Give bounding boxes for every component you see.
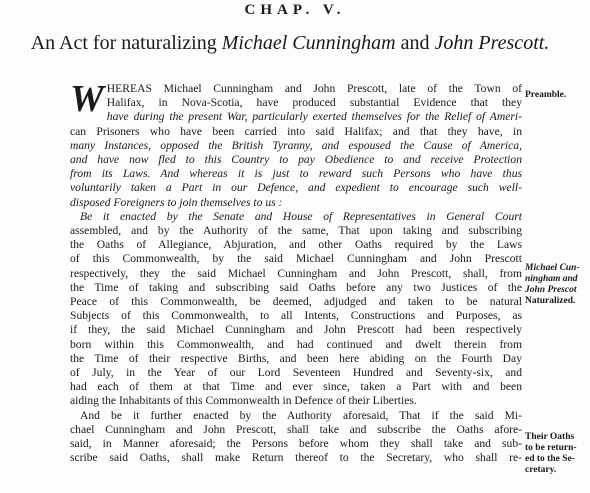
preamble-paragraph [70, 78, 522, 210]
text-line: from its Laws. And whereas it is just to reward such Persons who have thus [70, 167, 522, 181]
text-line: the Oaths of Allegiance, Abjuration, and other Oaths required by the Laws [70, 238, 522, 252]
text-line: scribe said Oaths, shall make Return thereof to the Secretary, who shall re- [70, 451, 522, 465]
text-line: if they, the said Michael Cunningham and John Prescott had been respectively [70, 323, 522, 337]
text-line: assembled, and by the Authority of the same, That upon taking and subscribing [70, 224, 522, 238]
text-line: And be it further enacted by the Authority aforesaid, That if the said Mi- [80, 408, 522, 422]
text-line: the Time of taking and subscribing said Oaths before any two Justices of the [70, 280, 522, 294]
text-line: the Time of their respective Births, and been here abiding on the Fourth Day [70, 351, 522, 365]
title-prefix: An Act for naturalizing [30, 32, 222, 54]
text-line: HEREAS Michael Cunningham and John Prescott, late of the Town of [106, 82, 522, 95]
text-line: had each of them at that Time and ever since, taken a Part with and been [70, 380, 522, 394]
act-body [70, 78, 522, 465]
text-line: of this Commonwealth, by the said Michael Cunningham and John Prescott [70, 252, 522, 266]
margin-note-line: Their Oaths [525, 432, 575, 442]
margin-note-preamble: Preamble. [525, 90, 567, 100]
margin-note-naturalized [525, 263, 587, 307]
text-line: said, in Manner aforesaid; the Persons before whom they shall take and sub- [70, 437, 522, 451]
text-line: and have now fled to this Country to pay Obedience to and receive Protection [70, 153, 522, 167]
text-line: chael Cunningham and John Prescott, shall take and subscribe the Oaths afore- [70, 422, 522, 436]
drop-cap: W [70, 78, 104, 120]
margin-note-line: ed to the Se- [525, 454, 575, 464]
text-line: aiding the Inhabitants of this Commonwealth in Defence of their Liberties. [70, 394, 417, 408]
text-line: Be it enacted by the Senate and House of Representatives in General Court [80, 209, 522, 223]
text-line: can Prisoners who have been carried into said Halifax; and that they have, in [70, 124, 522, 138]
text-line: Halifax, in Nova-Scotia, have produced substantial Evidence that they [106, 96, 522, 110]
text-line: have during the present War, particularly exerted themselves for the Relief of Ameri- [106, 110, 522, 124]
act-title [30, 33, 550, 54]
title-conjunction: and [395, 32, 435, 54]
margin-note-line: Michael Cun- [525, 263, 580, 273]
margin-note-oaths [525, 432, 587, 476]
chapter-heading: CHAP. V. [244, 2, 346, 18]
margin-note-line: Naturalized. [525, 296, 576, 306]
text-line: many Instances, opposed the British Tyranny, and espoused the Cause of America, [70, 138, 522, 152]
text-line: voluntarily taken a Part in our Defence, and expedient to encourage such well- [70, 181, 522, 195]
text-line: Subjects of this Commonwealth, to all Intents, Constructions and Purposes, as [70, 309, 522, 323]
text-line: disposed Foreigners to join themselves to us : [70, 195, 283, 209]
enacting-paragraph [70, 210, 522, 409]
text-line: of July, in the Year of our Lord Seventeen Hundred and Seventy-six, and [70, 366, 522, 380]
margin-note-line: to be return- [525, 443, 577, 453]
text-line: respectively, they the said Michael Cunningham and John Prescott, shall, from [70, 266, 522, 280]
text-line: Peace of this Commonwealth, be deemed, adjudged and taken to be natural [70, 295, 522, 309]
text-line: born within this Commonwealth, and had continued and dwelt therein from [70, 337, 522, 351]
margin-note-line: ningham and [525, 274, 578, 284]
further-enacting-paragraph [70, 409, 522, 466]
margin-note-line: cretary. [525, 465, 557, 475]
title-name-2: John Prescott. [434, 32, 550, 54]
title-name-1: Michael Cunningham [221, 32, 396, 54]
margin-note-line: John Prescot [525, 285, 577, 295]
